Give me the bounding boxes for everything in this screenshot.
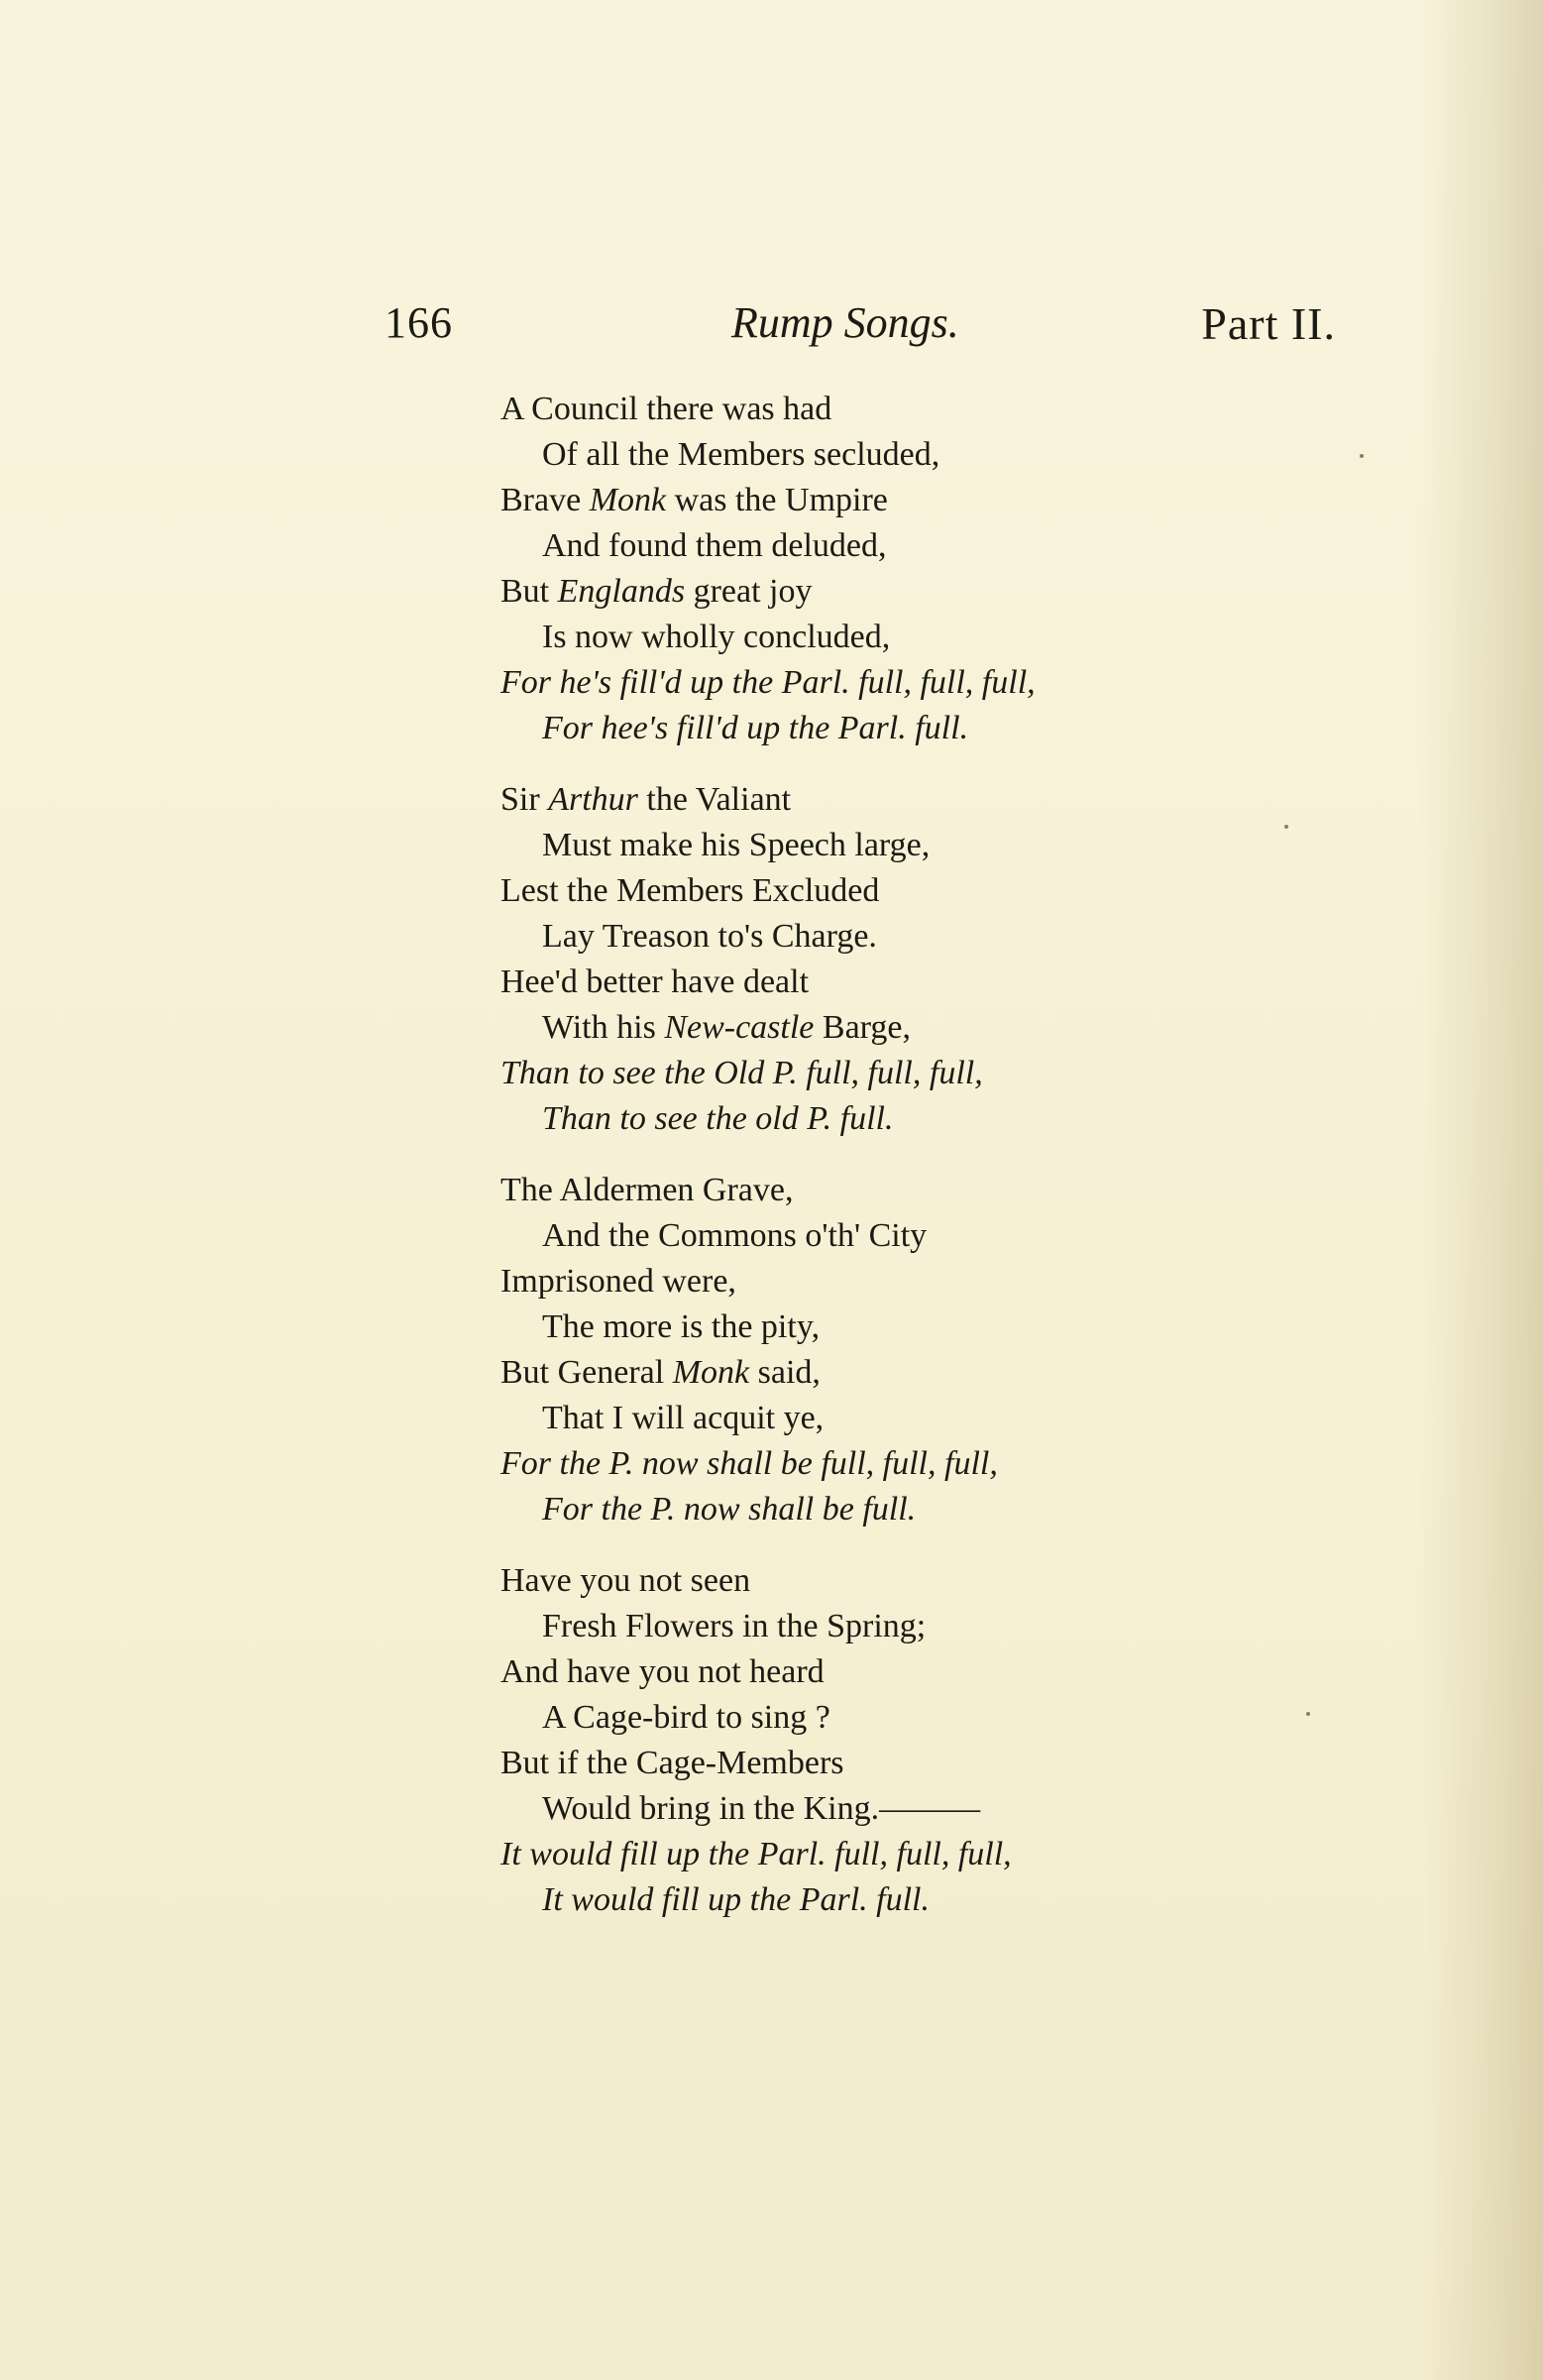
line-segment: was the Umpire <box>666 482 888 518</box>
line-segment: Hee'd better have dealt <box>500 963 810 1000</box>
verse-line <box>500 1396 1254 1441</box>
line-segment: Sir <box>500 781 549 818</box>
verse-line <box>500 1558 1254 1604</box>
paper-speck <box>1306 1712 1310 1716</box>
line-segment: Lay Treason to's Charge. <box>542 918 877 955</box>
poem-body <box>500 387 1254 1949</box>
line-segment: Imprisoned were, <box>500 1263 736 1300</box>
verse-line <box>500 1350 1254 1396</box>
verse-line <box>500 478 1254 523</box>
stanza <box>500 1168 1254 1532</box>
stanza <box>500 777 1254 1142</box>
refrain-line <box>500 1096 1254 1142</box>
verse-line <box>500 615 1254 660</box>
verse-line <box>500 1649 1254 1695</box>
refrain-line <box>500 1832 1254 1877</box>
line-segment: For the P. now shall be full, full, full, <box>500 1445 998 1482</box>
line-segment: That I will acquit ye, <box>542 1400 825 1436</box>
verse-line <box>500 1259 1254 1304</box>
line-segment: Lest the Members Excluded <box>500 872 880 909</box>
line-segment: Than to see the old P. full. <box>542 1100 894 1137</box>
line-segment: New-castle <box>664 1009 815 1046</box>
line-segment: But if the Cage-Members <box>500 1745 844 1781</box>
line-segment: said, <box>749 1354 821 1391</box>
line-segment: Englands <box>557 573 686 610</box>
verse-line <box>500 1213 1254 1259</box>
line-segment: Would bring in the King.——— <box>542 1790 981 1827</box>
line-segment: And the Commons o'th' City <box>542 1217 928 1254</box>
line-segment: With his <box>542 1009 665 1046</box>
line-segment: And found them deluded, <box>542 527 887 564</box>
line-segment: Fresh Flowers in the Spring; <box>542 1608 927 1644</box>
paper-speck <box>1360 454 1364 458</box>
verse-line <box>500 387 1254 432</box>
page-number: 166 <box>385 298 453 347</box>
line-segment: A Council there was had <box>500 391 832 427</box>
verse-line <box>500 823 1254 868</box>
line-segment: Barge, <box>814 1009 911 1046</box>
line-segment: Arthur <box>548 781 638 818</box>
line-segment: great joy <box>685 573 813 610</box>
line-segment: Must make his Speech large, <box>542 827 931 863</box>
line-segment: But <box>500 573 558 610</box>
line-segment: For the P. now shall be full. <box>542 1491 917 1528</box>
refrain-line <box>500 1877 1254 1923</box>
refrain-line <box>500 1487 1254 1532</box>
verse-line <box>500 1786 1254 1832</box>
verse-line <box>500 960 1254 1005</box>
line-segment: For hee's fill'd up the Parl. full. <box>542 710 969 746</box>
running-title: Rump Songs. <box>731 298 959 347</box>
verse-line <box>500 1604 1254 1649</box>
verse-line <box>500 1304 1254 1350</box>
verse-line <box>500 569 1254 615</box>
line-segment: But General <box>500 1354 673 1391</box>
verse-line <box>500 1168 1254 1213</box>
verse-line <box>500 868 1254 914</box>
verse-line <box>500 777 1254 823</box>
line-segment: It would fill up the Parl. full, full, full, <box>500 1836 1012 1872</box>
line-segment: The Aldermen Grave, <box>500 1172 794 1208</box>
refrain-line <box>500 660 1254 706</box>
refrain-line <box>500 706 1254 751</box>
part-label: Part II. <box>1201 298 1336 349</box>
line-segment: Have you not seen <box>500 1562 751 1599</box>
running-header <box>385 297 1336 367</box>
line-segment: Of all the Members secluded, <box>542 436 940 473</box>
line-segment: the Valiant <box>637 781 792 818</box>
verse-line <box>500 432 1254 478</box>
line-segment: The more is the pity, <box>542 1308 821 1345</box>
line-segment: It would fill up the Parl. full. <box>542 1881 930 1918</box>
line-segment: A Cage-bird to sing ? <box>542 1699 830 1736</box>
line-segment: Than to see the Old P. full, full, full, <box>500 1055 983 1091</box>
line-segment: And have you not heard <box>500 1653 825 1690</box>
refrain-line <box>500 1051 1254 1096</box>
stanza <box>500 1558 1254 1923</box>
verse-line <box>500 1695 1254 1741</box>
line-segment: Brave <box>500 482 590 518</box>
paper-speck <box>1284 825 1288 829</box>
verse-line <box>500 914 1254 960</box>
refrain-line <box>500 1441 1254 1487</box>
stanza <box>500 387 1254 751</box>
line-segment: Is now wholly concluded, <box>542 619 891 655</box>
line-segment: For he's fill'd up the Parl. full, full, full, <box>500 664 1036 701</box>
line-segment: Monk <box>589 482 667 518</box>
verse-line <box>500 523 1254 569</box>
verse-line <box>500 1005 1254 1051</box>
verse-line <box>500 1741 1254 1786</box>
line-segment: Monk <box>672 1354 750 1391</box>
